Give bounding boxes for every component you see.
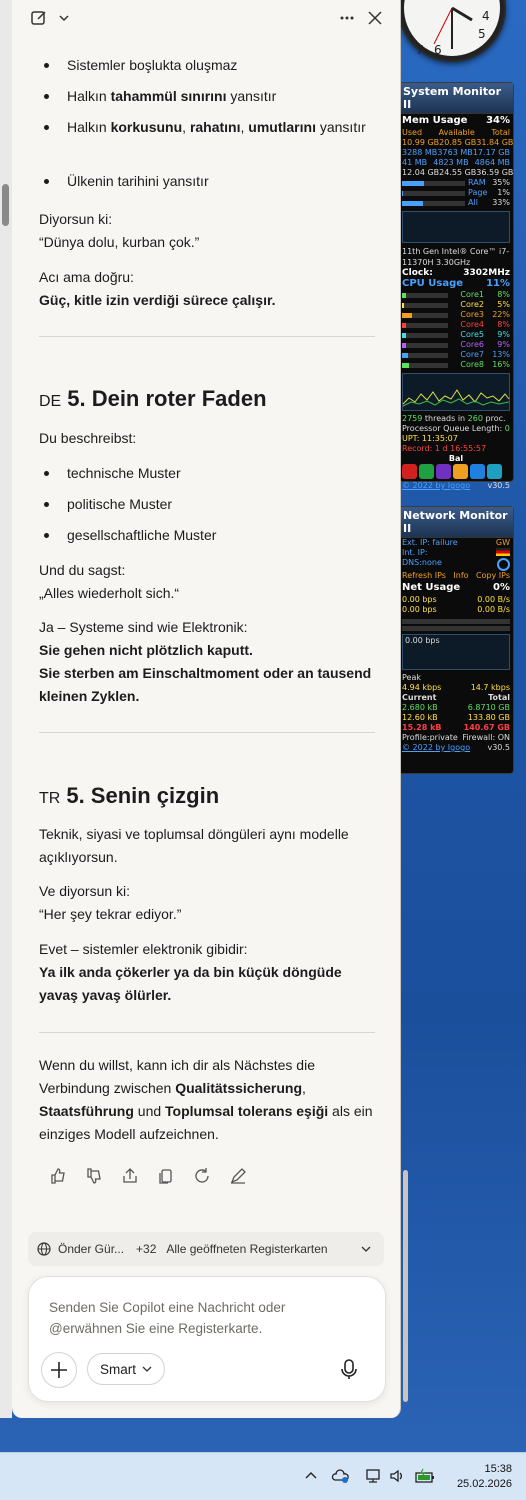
firewall-status: Firewall: ON — [462, 733, 510, 742]
bold-text: Toplumsal tolerans eşiği — [165, 1103, 329, 1119]
upload-bytes: 0.00 B/s — [477, 595, 510, 604]
core-name: Core3 — [460, 310, 484, 319]
threads-mid: threads in — [422, 414, 468, 423]
taskbar-clock[interactable] — [457, 1462, 512, 1492]
list-item — [39, 170, 367, 193]
text-run: , — [240, 119, 249, 135]
chevron-down-icon — [140, 1362, 154, 1376]
core-pct: 13% — [492, 350, 510, 359]
queue-value: 0 — [504, 424, 510, 433]
logoff-icon[interactable] — [470, 464, 485, 479]
text-run: , — [182, 119, 190, 135]
mem-bar-label: All — [468, 198, 478, 207]
microphone-icon[interactable] — [337, 1357, 361, 1381]
de5-electronics-intro: Ja – Systeme sind wie Elektronik: — [39, 619, 248, 635]
core-row — [399, 290, 513, 300]
mem-bars — [399, 178, 513, 208]
int-ip: Int. IP: — [402, 548, 428, 557]
net-usage-pct: 0% — [493, 582, 510, 593]
core-name: Core5 — [460, 330, 484, 339]
mem-cell: 24.55 GB — [439, 168, 477, 177]
net-graph — [402, 634, 510, 670]
mem-cell: 36.59 GB — [476, 168, 514, 177]
mem-cell: 12.04 GB — [402, 168, 440, 177]
chevron-down-icon[interactable] — [54, 8, 74, 28]
tab-context-bar[interactable] — [28, 1232, 384, 1266]
mem-cell: 3763 MB — [437, 148, 473, 157]
share-icon[interactable] — [120, 1166, 140, 1186]
download-bar — [402, 626, 510, 631]
tr5-heading — [39, 781, 379, 814]
core-bar-fill — [402, 293, 406, 298]
total-down: 133.80 GB — [467, 713, 510, 722]
bold-text: Qualitätssicherung — [175, 1080, 303, 1096]
mem-bar-pct: 1% — [497, 188, 510, 197]
flag-icon — [496, 548, 510, 556]
text-run: als ein einziges Modell aufzeichnen. — [39, 1103, 373, 1142]
close-icon[interactable] — [365, 8, 385, 28]
total-up: 6.8710 GB — [467, 703, 510, 712]
mem-bar — [402, 201, 465, 206]
core-bar-fill — [402, 353, 408, 358]
mem-bar-fill — [402, 201, 423, 206]
mem-row — [399, 138, 513, 148]
core-pct: 5% — [497, 300, 510, 309]
core-bar — [402, 343, 448, 348]
chevron-up-icon[interactable] — [302, 1467, 320, 1485]
taskbar-date: 25.02.2026 — [456, 1478, 512, 1490]
core-bar — [402, 293, 448, 298]
tr5-intro: Teknik, siyasi ve toplumsal döngüleri aynı modelle açıklıyorsun. — [39, 826, 349, 865]
de5-title: 5. Dein roter Faden — [67, 386, 267, 411]
list-item — [39, 54, 367, 77]
battery-icon[interactable] — [414, 1467, 436, 1485]
closing-offer — [39, 1054, 379, 1146]
copy-icon[interactable] — [156, 1166, 176, 1186]
proc-suffix: proc. — [482, 414, 506, 423]
de5-say-intro: Und du sagst: — [39, 562, 126, 578]
mode-selector[interactable] — [87, 1353, 165, 1385]
volume-icon[interactable] — [388, 1467, 406, 1485]
copy-ips-link[interactable]: Copy IPs — [475, 571, 510, 580]
info-link[interactable]: Info — [453, 571, 469, 580]
system-monitor-gadget[interactable] — [398, 82, 514, 490]
mem-bar-label: Page — [468, 188, 488, 197]
clock-label: Clock: — [402, 268, 433, 278]
sysmon-footer-link[interactable]: © 2022 by Igogo — [402, 481, 471, 490]
svg-text:7: 7 — [416, 43, 424, 57]
mem-bar — [402, 181, 465, 186]
de5-electronics-line2: Sie gehen nicht plötzlich kaputt. — [39, 642, 253, 658]
add-button[interactable] — [41, 1352, 77, 1388]
de5-bullet-list — [39, 462, 379, 555]
text-run: yansıtır — [226, 88, 277, 104]
section-divider — [39, 732, 375, 733]
upload-bar — [402, 619, 510, 624]
analog-clock-gadget[interactable] — [398, 0, 506, 62]
more-icon[interactable] — [337, 8, 357, 28]
peak-label: Peak — [402, 673, 421, 682]
tr-quote-intro: Diyorsun ki: — [39, 211, 113, 227]
sum-current: 15.28 kB — [402, 723, 442, 732]
new-chat-icon[interactable] — [29, 8, 49, 28]
download-bytes: 0.00 B/s — [477, 605, 510, 614]
tr5-title: 5. Senin çizgin — [66, 783, 220, 808]
message-actions — [48, 1166, 248, 1188]
copilot-sidebar — [12, 0, 401, 1418]
cpu-name: 11th Gen Intel® Core™ i7-11370H 3.30GHz — [402, 247, 510, 267]
sum-total: 140.67 GB — [463, 723, 510, 732]
current-up: 2.680 kB — [402, 703, 438, 712]
tr-truth-intro: Acı ama doğru: — [39, 269, 134, 285]
netmon-version: v30.5 — [487, 743, 510, 752]
background-window-scrollbar[interactable] — [0, 0, 12, 1418]
de5-intro: Du beschreibst: — [39, 430, 137, 446]
de5-electronics-line3: Sie sterben am Einschaltmoment oder an tausend kleinen Zyklen. — [39, 665, 372, 704]
bold-text: korkusunu — [110, 119, 183, 135]
sleep-icon[interactable] — [436, 464, 451, 479]
clock-value: 3302MHz — [463, 268, 510, 278]
total-label: Total — [488, 693, 510, 702]
mem-bar-fill — [402, 181, 424, 186]
network-settings-icon[interactable] — [497, 558, 510, 571]
de5-heading — [39, 384, 379, 417]
chevron-down-icon[interactable] — [358, 1241, 374, 1257]
network-icon[interactable] — [364, 1467, 382, 1485]
core-name: Core1 — [460, 290, 484, 299]
tr-quote: “Dünya dolu, kurban çok.” — [39, 234, 200, 250]
lock-icon[interactable] — [487, 464, 502, 479]
sysmon-version: v30.5 — [487, 481, 510, 490]
core-bar — [402, 313, 448, 318]
message-input[interactable]: Senden Sie Copilot eine Nachricht oder @erwähnen Sie eine Registerkarte. — [49, 1300, 286, 1336]
section-divider — [39, 336, 375, 337]
core-pct: 8% — [497, 290, 510, 299]
onedrive-icon[interactable] — [332, 1467, 350, 1485]
tab-name: Önder Gür... — [58, 1242, 125, 1256]
mem-cell: 31.84 GB — [476, 138, 514, 147]
power-off-icon[interactable] — [402, 464, 417, 479]
current-down: 12.60 kB — [402, 713, 438, 722]
text-run: und — [133, 1103, 166, 1119]
restart-icon[interactable] — [419, 464, 434, 479]
mem-usage-label: Mem Usage — [402, 115, 468, 126]
chat-scrollbar[interactable] — [403, 1170, 408, 1402]
bold-text: tahammül sınırını — [110, 88, 227, 104]
peak-up: 4.94 kbps — [402, 683, 442, 692]
core-pct: 16% — [492, 360, 510, 369]
thumbs-down-icon[interactable] — [84, 1166, 104, 1186]
core-pct: 9% — [497, 340, 510, 349]
tr5-electronics-intro: Evet – sistemler elektronik gibidir: — [39, 941, 248, 957]
mem-cell: 41 MB — [402, 158, 428, 167]
text-run: Sistemler boşlukta oluşmaz — [67, 57, 238, 73]
background-scroll-thumb[interactable] — [2, 184, 9, 226]
netmon-footer-link[interactable]: © 2022 by Igogo — [402, 743, 471, 752]
mem-cell: 4823 MB — [433, 158, 469, 167]
edit-icon[interactable] — [228, 1166, 248, 1186]
network-monitor-title: Network Monitor II — [399, 507, 513, 538]
peak-down: 14.7 kbps — [470, 683, 510, 692]
system-monitor-title: System Monitor II — [399, 83, 513, 114]
mem-row — [399, 168, 513, 178]
core-row — [399, 350, 513, 360]
list-item — [39, 116, 367, 139]
record: Record: 1 d 16:55:57 — [402, 444, 487, 453]
cpu-load-graph-icon — [403, 374, 509, 408]
core-row — [399, 310, 513, 320]
gateway-label: GW — [495, 538, 510, 547]
core-bar-fill — [402, 323, 406, 328]
core-bar-fill — [402, 363, 409, 368]
mem-bar-pct: 33% — [492, 198, 510, 207]
core-pct: 8% — [497, 320, 510, 329]
core-bar-fill — [402, 313, 412, 318]
globe-icon — [36, 1241, 52, 1257]
taskbar — [0, 1452, 526, 1500]
tab-count: +32 — [136, 1242, 157, 1256]
cpu-usage-label: CPU Usage — [402, 278, 464, 289]
plus-icon — [42, 1353, 76, 1387]
mem-cell: 20.85 GB — [439, 138, 477, 147]
core-row — [399, 330, 513, 340]
cpu-usage-pct: 11% — [486, 278, 510, 289]
download-rate: 0.00 bps — [402, 605, 437, 614]
core-name: Core8 — [460, 360, 484, 369]
thumbs-up-icon[interactable] — [48, 1166, 68, 1186]
mem-cell: 4864 MB — [474, 158, 510, 167]
text-run: Ülkenin tarihini yansıtır — [67, 173, 209, 189]
core-bar — [402, 363, 448, 368]
uptime: UPT: 11:35:07 — [402, 434, 458, 443]
core-bar-fill — [402, 333, 406, 338]
core-pct: 9% — [497, 330, 510, 339]
copilot-header — [12, 0, 400, 36]
core-name: Core7 — [460, 350, 484, 359]
mem-bar-row — [399, 198, 513, 208]
list-item: politische Muster — [39, 493, 379, 516]
text-run: Halkın — [67, 88, 111, 104]
core-name: Core4 — [460, 320, 484, 329]
de5-lang: DE — [39, 393, 62, 410]
clock-face-icon — [398, 0, 506, 62]
network-profile: Profile:private — [402, 733, 458, 742]
power-plan-label: Bal — [448, 454, 464, 463]
tr5-lang: TR — [39, 790, 61, 807]
svg-text:5: 5 — [478, 27, 486, 41]
core-bar-fill — [402, 343, 406, 348]
core-row — [399, 340, 513, 350]
net-usage-label: Net Usage — [402, 582, 461, 593]
core-row — [399, 360, 513, 370]
core-bar — [402, 333, 448, 338]
current-label: Current — [402, 693, 437, 702]
mem-col-total: Total — [491, 128, 510, 137]
cpu-load-graph — [402, 373, 510, 411]
mem-row — [399, 158, 513, 168]
svg-text:4: 4 — [482, 9, 490, 23]
threads-count: 2759 — [402, 414, 423, 423]
mem-bar-pct: 35% — [492, 178, 510, 187]
list-item — [39, 85, 367, 108]
tr5-electronics-statement: Ya ilk anda çökerler ya da bin küçük döngüde yavaş yavaş ölürler. — [39, 964, 342, 1003]
core-bar — [402, 323, 448, 328]
de5-quote: „Alles wiederholt sich.“ — [39, 585, 180, 601]
dns: DNS:none — [402, 558, 442, 567]
text-run: Wenn du willst, kann ich dir als Nächstes die Verbindung zwischen — [39, 1057, 315, 1096]
list-item: technische Muster — [39, 462, 379, 485]
core-row — [399, 320, 513, 330]
text-run: yansıtır — [315, 119, 366, 135]
core-pct: 22% — [492, 310, 510, 319]
ext-ip: Ext. IP: failure — [402, 538, 458, 547]
net-graph-label: 0.00 bps — [405, 636, 440, 645]
mem-bar-row — [399, 188, 513, 198]
tr-truth-statement: Güç, kitle izin verdiği sürece çalışır. — [39, 292, 276, 308]
mem-bar-fill — [402, 191, 403, 196]
mem-bar-label: RAM — [468, 178, 486, 187]
mem-usage-pct: 34% — [486, 115, 510, 126]
mem-cell: 17.17 GB — [472, 148, 510, 157]
text-run: Halkın — [67, 119, 111, 135]
text-run: , — [302, 1080, 306, 1096]
refresh-ips-link[interactable]: Refresh IPs — [402, 571, 446, 580]
core-bar — [402, 353, 448, 358]
core-row — [399, 300, 513, 310]
all-tabs-label: Alle geöffneten Registerkarten — [166, 1242, 328, 1256]
bold-text: umutlarını — [248, 119, 316, 135]
mem-col-used: Used — [402, 128, 423, 137]
core-name: Core2 — [460, 300, 484, 309]
mem-table — [399, 138, 513, 178]
tr5-quote: “Her şey tekrar ediyor.” — [39, 906, 182, 922]
network-monitor-gadget[interactable] — [398, 506, 514, 774]
mem-cell: 10.99 GB — [402, 138, 440, 147]
hibernate-icon[interactable] — [453, 464, 468, 479]
svg-text:6: 6 — [434, 43, 442, 57]
cpu-history-graph — [402, 211, 510, 243]
proc-count: 260 — [467, 414, 483, 423]
upload-rate: 0.00 bps — [402, 595, 437, 604]
mem-row — [399, 148, 513, 158]
mem-bar-row — [399, 178, 513, 188]
mem-cell: 3288 MB — [402, 148, 438, 157]
mem-col-available: Available — [438, 128, 475, 137]
core-name: Core6 — [460, 340, 484, 349]
core-bar — [402, 303, 448, 308]
list-item: gesellschaftliche Muster — [39, 524, 379, 547]
regenerate-icon[interactable] — [192, 1166, 212, 1186]
taskbar-time: 15:38 — [484, 1463, 512, 1475]
bold-text: rahatını — [189, 119, 241, 135]
core-list — [399, 290, 513, 370]
core-bar-fill — [402, 303, 404, 308]
message-composer[interactable] — [28, 1276, 386, 1402]
tr5-say-intro: Ve diyorsun ki: — [39, 883, 131, 899]
bold-text: Staatsführung — [39, 1103, 134, 1119]
section-divider — [39, 1032, 375, 1033]
mem-bar — [402, 191, 465, 196]
mode-label: Smart — [100, 1361, 137, 1377]
queue-label: Processor Queue Length: — [402, 424, 503, 433]
